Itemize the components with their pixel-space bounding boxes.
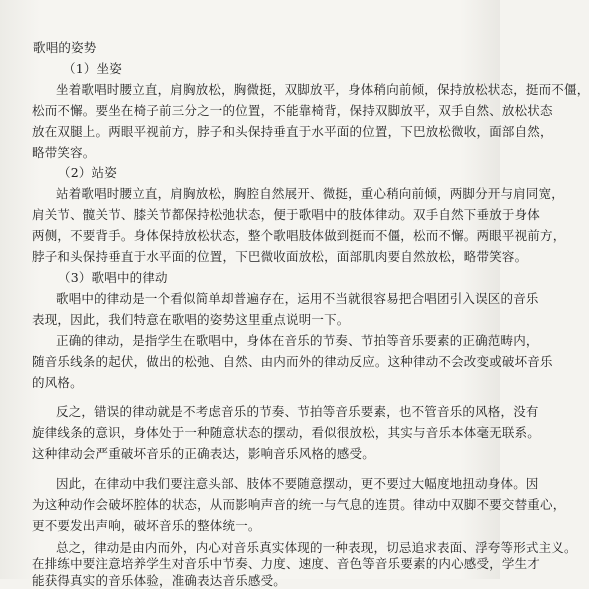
paragraph-line: 在排练中要注意培养学生对音乐中节奏、力度、速度、音色等音乐要素的内心感受，学生才 <box>32 556 541 571</box>
paragraph-line: 旋律线条的意识，身体处于一种随意状态的摆动，看似很放松，其实与音乐本体毫无联系。 <box>32 425 541 440</box>
paragraph-line: 能获得真实的音乐体验，准确表达音乐感受。 <box>32 573 287 588</box>
paragraph-line: 略带笑容。 <box>32 145 96 160</box>
paragraph-line: 随音乐线条的起伏，做出的松弛、自然、由内而外的律动反应。这种律动不会改变或破坏音乐 <box>32 354 553 369</box>
section-heading-standing: （2）站姿 <box>58 165 117 180</box>
paragraph-line: 这种律动会严重破坏音乐的正确表达，影响音乐风格的感受。 <box>32 446 375 461</box>
section-heading-rhythm: （3）歌唱中的律动 <box>58 270 168 285</box>
paragraph-line: 松而不懈。要坐在椅子前三分之一的位置，不能靠椅背，保持双脚放平，双手自然、放松状态 <box>32 103 553 118</box>
section-heading-sitting: （1）坐姿 <box>63 61 122 76</box>
paragraph-line: 为这种动作会破坏腔体的状态，从而影响声音的统一与气息的连贯。律动中双脚不要交替重心， <box>32 497 566 512</box>
document-title: 歌唱的姿势 <box>33 40 97 55</box>
paragraph-line: 的风格。 <box>32 375 83 390</box>
paragraph-line: 站着歌唱时腰立直，肩胸放松，胸腔自然展开、微挺，重心稍向前倾，两脚分开与肩同宽， <box>56 186 565 201</box>
paragraph-line: 因此，在律动中我们要注意头部、肢体不要随意摆动，更不要过大幅度地扭动身体。因 <box>56 476 539 491</box>
paragraph-line: 反之，错误的律动就是不考虑音乐的节奏、节拍等音乐要素，也不管音乐的风格，没有 <box>56 404 539 419</box>
paragraph-line: 歌唱中的律动是一个看似简单却普遍存在，运用不当就很容易把合唱团引入误区的音乐 <box>56 291 539 306</box>
paragraph-line: 坐着歌唱时腰立直，肩胸放松，胸微挺，双脚放平，身体稍向前倾，保持放松状态，挺而不僵， <box>56 82 589 97</box>
paragraph-line: 表现，因此，我们特意在歌唱的姿势这里重点说明一下。 <box>32 312 350 327</box>
paragraph-line: 肩关节、髋关节、膝关节都保持松弛状态，便于歌唱中的肢体律动。双手自然下垂放于身体 <box>32 207 541 222</box>
paragraph-line: 放在双腿上。两眼平视前方，脖子和头保持垂直于水平面的位置，下巴放松微收，面部自然， <box>32 124 553 139</box>
paragraph-line: 更不要发出声响，破坏音乐的整体统一。 <box>32 518 261 533</box>
paragraph-line: 两侧，不要背手。身体保持放松状态，整个歌唱肢体做到挺而不僵，松而不懈。两眼平视前方， <box>32 228 566 243</box>
paragraph-line: 正确的律动，是指学生在歌唱中，身体在音乐的节奏、节拍等音乐要素的正确范畴内， <box>56 333 539 348</box>
paragraph-line: 总之，律动是由内而外，内心对音乐真实体现的一种表现，切忌追求表面、浮夸等形式主义。 <box>56 540 577 555</box>
paragraph-line: 脖子和头保持垂直于水平面的位置，下巴微收面放松，面部肌肉要自然放松，略带笑容。 <box>32 249 528 264</box>
